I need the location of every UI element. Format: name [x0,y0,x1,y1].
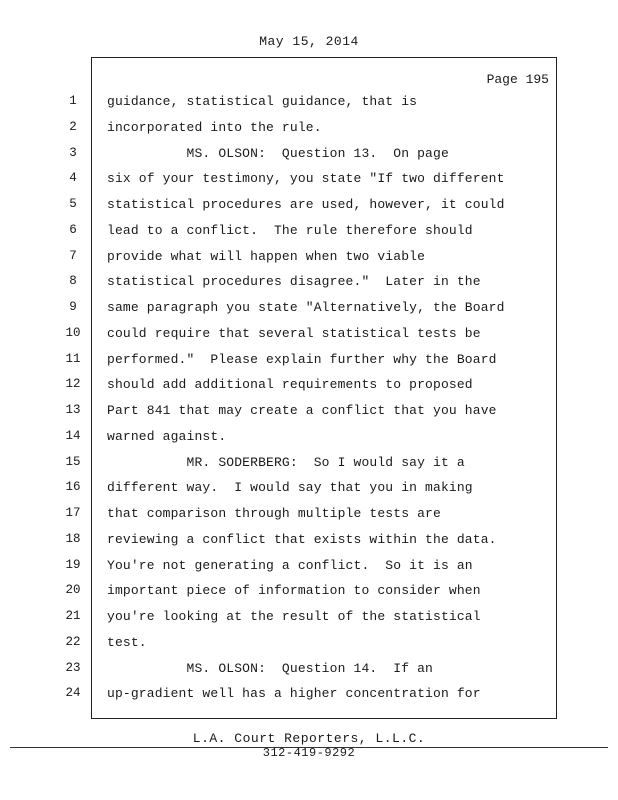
line-text: Part 841 that may create a conflict that you have [107,403,497,418]
line-text: You're not generating a conflict. So it is an [107,557,473,573]
line-number: 20 [65,583,81,598]
header-date: May 15, 2014 [259,34,359,49]
line-text: up-gradient well has a higher concentration for [107,686,481,702]
line-text: provide what will happen when two viable [107,248,426,264]
line-number: 22 [65,634,81,649]
line-number: 9 [69,300,77,314]
line-text: statistical procedures disagree." Later in the [107,274,481,290]
page-number: Page 195 [486,72,549,87]
line-number: 21 [65,609,81,623]
line-number: 6 [69,222,77,237]
line-number: 17 [65,506,81,520]
line-text: different way. I would say that you in making [107,480,473,496]
line-text: MS. OLSON: Question 13. On page [107,145,449,161]
line-number: 19 [65,557,81,572]
line-text: reviewing a conflict that exists within the data. [107,531,497,547]
line-number: 23 [65,660,81,675]
line-text: statistical procedures are used, however, it could [107,197,505,212]
line-text: could require that several statistical tests be [107,325,481,341]
line-number: 24 [65,686,81,701]
line-text: that comparison through multiple tests are [107,506,441,521]
line-text: performed." Please explain further why the Board [107,351,497,367]
line-number: 1 [69,94,77,108]
line-text: incorporated into the rule. [107,119,322,135]
line-text: you're looking at the result of the statistical [107,609,481,624]
line-text: MS. OLSON: Question 14. If an [107,660,434,676]
footer-phone: 312-419-9292 [262,746,356,760]
line-number: 12 [65,377,81,392]
line-text: lead to a conflict. The rule therefore should [107,222,473,238]
line-number: 4 [69,171,77,186]
line-text: should add additional requirements to proposed [107,377,473,393]
line-number: 13 [65,403,81,417]
line-number: 8 [69,274,77,289]
line-number: 14 [65,428,81,443]
line-text: six of your testimony, you state "If two different [107,171,505,187]
line-text: MR. SODERBERG: So I would say it a [107,454,465,470]
line-number: 15 [65,454,81,469]
line-number: 18 [65,531,81,546]
line-text: same paragraph you state "Alternatively, the Board [107,300,505,315]
line-text: important piece of information to consider when [107,583,481,599]
line-number: 5 [69,197,77,211]
line-number: 11 [65,351,81,366]
line-text: test. [107,634,147,650]
line-number: 3 [69,145,77,160]
line-number: 2 [69,119,77,134]
line-text: guidance, statistical guidance, that is [107,94,418,109]
line-text: warned against. [107,428,227,444]
line-number: 7 [69,248,77,263]
footer-company: L.A. Court Reporters, L.L.C. [192,731,426,746]
line-number: 10 [65,325,81,340]
line-number: 16 [65,480,81,495]
